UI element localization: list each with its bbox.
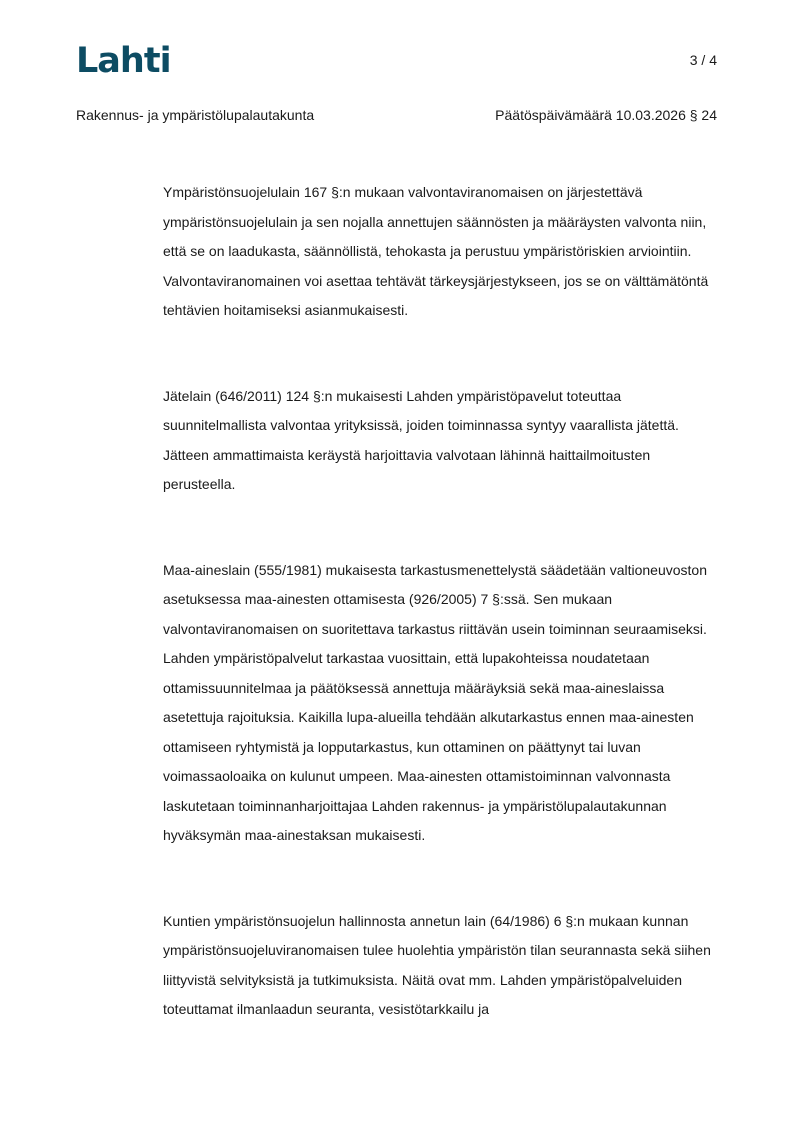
- paragraph-soil-extraction: Maa-aineslain (555/1981) mukaisesta tarkastusmenettelystä säädetään valtioneuvoston asetuksessa maa-ainesten ottamisesta (926/2005) 7 §:ssä. Sen mukaan valvontaviranomaisen on suoritettava tarkastus riittävän usein toiminnan seuraamiseksi. Lahden ympäristöpalvelut tarkastaa vuosittain, että lupakohteissa noudatetaan ottamissuunnitelmaa ja päätöksessä annettuja määräyksiä sekä maa-aineslaissa asetettuja rajoituksia. Kaikilla lupa-alueilla tehdään alkutarkastus ennen maa-ainesten ottamiseen ryhtymistä ja lopputarkastus, kun ottaminen on päättynyt tai luvan voimassaoloaika on kulunut umpeen. Maa-ainesten ottamistoiminnan valvonnasta laskutetaan toiminnanharjoittajaa Lahden rakennus- ja ympäristölupalautakunnan hyväksymän maa-ainestaksan mukaisesti.: [163, 561, 707, 843]
- paragraph-waste-act: Jätelain (646/2011) 124 §:n mukaisesti Lahden ympäristöpavelut toteuttaa suunnitelmallista valvontaa yrityksissä, joiden toiminnassa syntyy vaarallista jätettä. Jätteen ammattimaista keräystä harjoittavia valvotaan lähinnä haittailmoitusten perusteella.: [163, 387, 679, 492]
- paragraph-environmental-protection: Ympäristönsuojelulain 167 §:n mukaan valvontaviranomaisen on järjestettävä ympäristönsuojelulain ja sen nojalla annettujen säännösten ja määräysten valvonta niin, että se on laadukasta, säännöllistä, tehokasta ja perustuu ympäristöriskien arviointiin. Valvontaviranomainen voi asettaa tehtävät tärkeysjärjestykseen, jos se on välttämätöntä tehtävien hoitamiseksi asianmukaisesti.: [163, 184, 709, 318]
- paragraph-municipal-administration: Kuntien ympäristönsuojelun hallinnosta annetun lain (64/1986) 6 §:n mukaan kunnan ympäristönsuojeluviranomaisen tulee huolehtia ympäristön tilan seurannasta sekä siihen liittyvistä selvityksistä ja tutkimuksista. Näitä ovat mm. Lahden ympäristöpalveluiden toteuttamat ilmanlaadun seuranta, vesistötarkkailu ja: [163, 912, 711, 1017]
- decision-date: Päätöspäivämäärä 10.03.2026 § 24: [495, 107, 717, 123]
- committee-name: Rakennus- ja ympäristölupalautakunta: [76, 107, 315, 123]
- document-body: [163, 178, 719, 1081]
- page-number: 3 / 4: [689, 52, 717, 68]
- lahti-logo: Lahti: [76, 41, 171, 81]
